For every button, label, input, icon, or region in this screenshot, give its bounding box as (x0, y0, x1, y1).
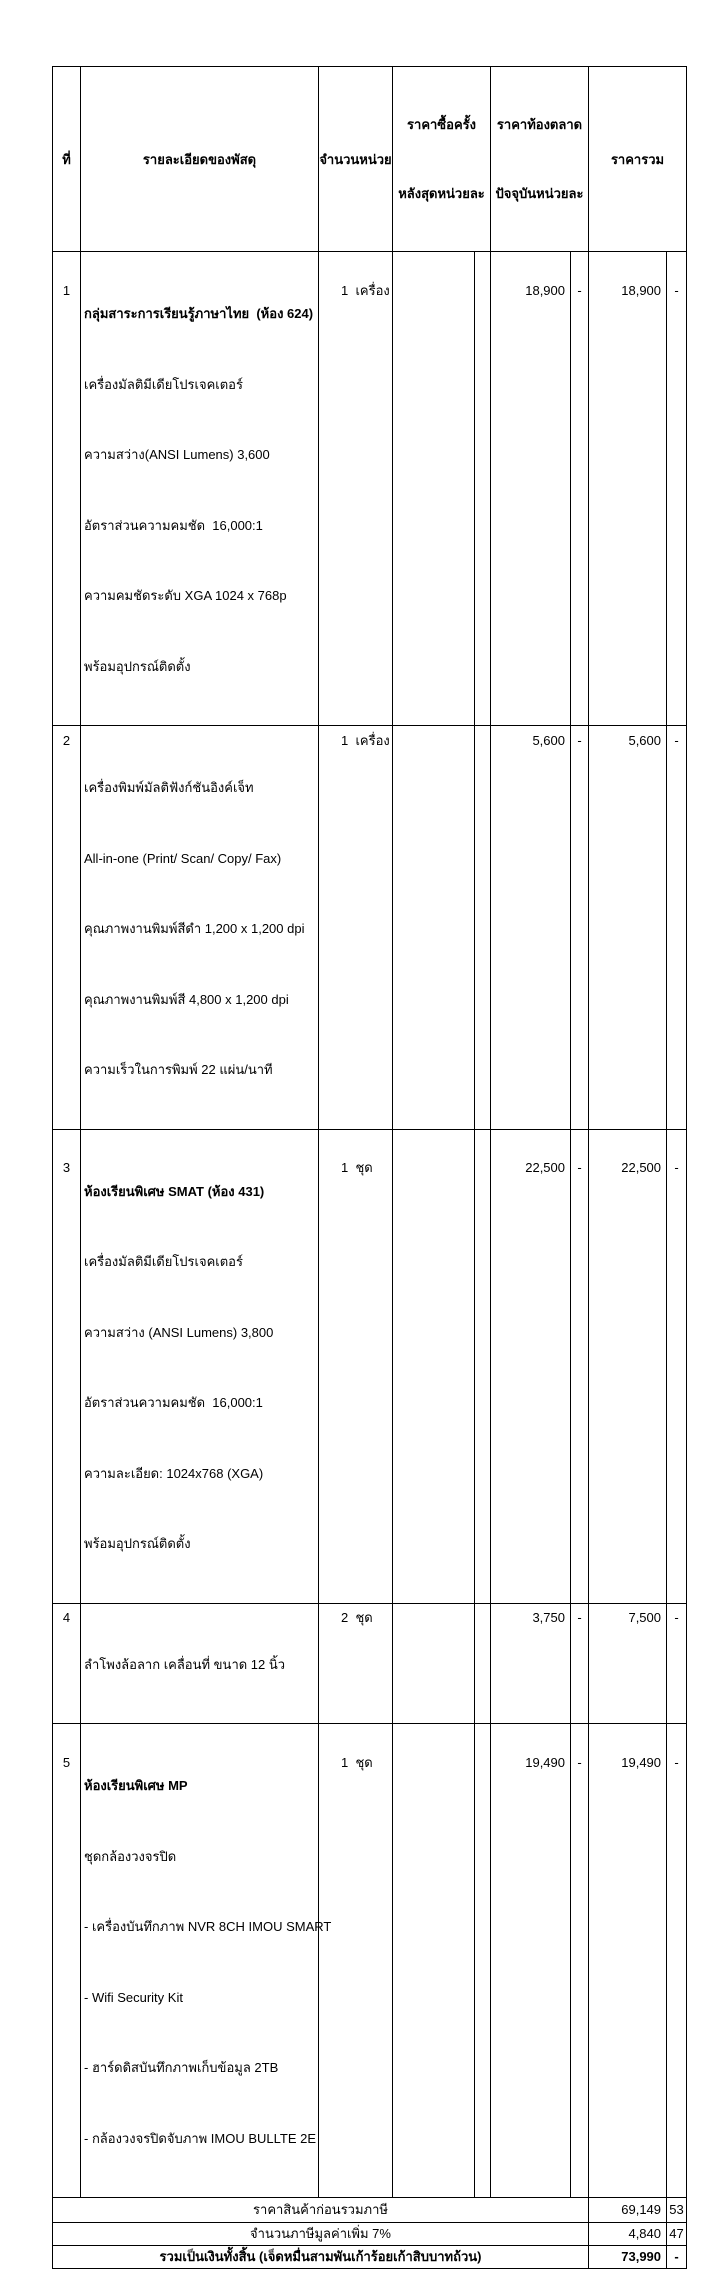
header-last-price-line1: ราคาซื้อครั้ง (407, 117, 476, 132)
item-last-price-satang (475, 1129, 491, 1603)
item-total: 5,600 (589, 726, 667, 1130)
item-market-price-satang: - (571, 1129, 589, 1603)
item-description (81, 1603, 319, 1724)
item-market-price: 18,900 (491, 252, 571, 726)
item-line: พร้อมอุปกรณ์ติดตั้ง (84, 1536, 191, 1551)
item-market-price: 19,490 (491, 1724, 571, 2198)
header-quantity: จำนวนหน่วย (319, 67, 393, 252)
header-last-price (393, 67, 491, 252)
item-line: ความเร็วในการพิมพ์ 22 แผ่น/นาที (84, 1062, 273, 1077)
item-description (81, 1724, 332, 2198)
item-last-price (393, 726, 475, 1130)
item-line: เครื่องมัลติมีเดียโปรเจคเตอร์ (84, 1254, 243, 1269)
item-no: 2 (53, 726, 81, 1130)
item-line: - กล้องวงจรปิดจับภาพ IMOU BULLTE 2E (84, 2130, 317, 2146)
header-description: รายละเอียดของพัสดุ (81, 67, 319, 252)
item-quantity: 2 ชุด (319, 1603, 393, 1724)
header-market-price-line2: ปัจจุบันหน่วยละ (495, 186, 584, 201)
item-last-price-satang (475, 726, 491, 1130)
item-last-price (393, 1724, 475, 2198)
header-total: ราคารวม (589, 67, 687, 252)
item-total: 22,500 (589, 1129, 667, 1603)
item-last-price-satang (475, 1603, 491, 1724)
item-market-price: 5,600 (491, 726, 571, 1130)
item-market-price-satang: - (571, 1603, 589, 1724)
item-line: คุณภาพงานพิมพ์สี 4,800 x 1,200 dpi (84, 991, 289, 1007)
item-total-satang: - (667, 1724, 687, 2198)
grand-total-row (53, 2246, 687, 2269)
item-line: ความละเอียด: 1024x768 (XGA) (84, 1465, 264, 1481)
item-line: - ฮาร์ดดิสบันทึกภาพเก็บข้อมูล 2TB (84, 2060, 279, 2075)
grand-total-label: รวมเป็นเงินทั้งสิ้น (เจ็ดหมื่นสามพันเก้าร้อยเก้าสิบบาทถ้วน) (53, 2246, 589, 2269)
item-line: - Wifi Security Kit (84, 1989, 183, 2005)
item-total: 18,900 (589, 252, 667, 726)
item-row (53, 1603, 687, 1724)
item-last-price-satang (475, 252, 491, 726)
header-last-price-line2: หลังสุดหน่วยละ (398, 186, 485, 201)
item-total-satang: - (667, 726, 687, 1130)
item-row (53, 252, 687, 726)
header-row (53, 67, 687, 252)
item-total: 7,500 (589, 1603, 667, 1724)
item-quantity: 1 เครื่อง (319, 252, 393, 726)
item-line: คุณภาพงานพิมพ์สีดำ 1,200 x 1,200 dpi (84, 921, 305, 936)
item-group-heading: ห้องเรียนพิเศษ MP (84, 1778, 188, 1793)
header-market-price-line1: ราคาท้องตลาด (496, 117, 583, 132)
header-no: ที่ (53, 67, 81, 252)
item-line: ลำโพงล้อลาก เคลื่อนที่ ขนาด 12 นิ้ว (84, 1656, 286, 1672)
header-market-price (491, 67, 589, 252)
procurement-table (52, 66, 687, 2269)
item-market-price: 22,500 (491, 1129, 571, 1603)
subtotal-label: ราคาสินค้าก่อนรวมภาษี (53, 2198, 589, 2223)
item-line: เครื่องพิมพ์มัลติฟังก์ชันอิงค์เจ็ท (84, 780, 254, 795)
subtotal-amount: 69,149 (589, 2198, 667, 2223)
subtotal-row (53, 2198, 687, 2223)
item-line: All-in-one (Print/ Scan/ Copy/ Fax) (84, 850, 282, 866)
grand-total-amount: 73,990 (589, 2246, 667, 2269)
item-quantity: 1 ชุด (319, 1129, 393, 1603)
item-line: อัตราส่วนความคมชัด 16,000:1 (84, 1395, 263, 1410)
item-no: 4 (53, 1603, 81, 1724)
item-no: 5 (53, 1724, 81, 2198)
vat-satang: 47 (667, 2223, 687, 2246)
item-group-heading: ห้องเรียนพิเศษ SMAT (ห้อง 431) (84, 1183, 265, 1199)
vat-label: จำนวนภาษีมูลค่าเพิ่ม 7% (53, 2223, 589, 2246)
item-last-price (393, 252, 475, 726)
item-quantity: 1 ชุด (319, 1724, 393, 2198)
item-market-price-satang: - (571, 252, 589, 726)
item-quantity: 1 เครื่อง (319, 726, 393, 1130)
subtotal-satang: 53 (667, 2198, 687, 2223)
item-line: เครื่องมัลติมีเดียโปรเจคเตอร์ (84, 376, 243, 392)
item-market-price-satang: - (571, 1724, 589, 2198)
grand-total-satang: - (667, 2246, 687, 2269)
item-line: อัตราส่วนความคมชัด 16,000:1 (84, 517, 263, 533)
item-row (53, 726, 687, 1130)
item-line: ความสว่าง(ANSI Lumens) 3,600 (84, 447, 270, 462)
item-line: ความสว่าง (ANSI Lumens) 3,800 (84, 1324, 274, 1340)
item-total-satang: - (667, 1129, 687, 1603)
item-description (81, 1129, 319, 1603)
item-no: 3 (53, 1129, 81, 1603)
item-total-satang: - (667, 1603, 687, 1724)
item-last-price (393, 1603, 475, 1724)
item-line: ความคมชัดระดับ XGA 1024 x 768p (84, 588, 287, 603)
item-line: ชุดกล้องวงจรปิด (84, 1848, 177, 1864)
item-last-price (393, 1129, 475, 1603)
item-row (53, 1724, 687, 2198)
vat-amount: 4,840 (589, 2223, 667, 2246)
item-row (53, 1129, 687, 1603)
item-line: พร้อมอุปกรณ์ติดตั้ง (84, 658, 191, 674)
item-market-price-satang: - (571, 726, 589, 1130)
item-no: 1 (53, 252, 81, 726)
item-description (81, 726, 319, 1130)
item-market-price: 3,750 (491, 1603, 571, 1724)
item-last-price-satang (475, 1724, 491, 2198)
vat-row (53, 2223, 687, 2246)
item-group-heading: กลุ่มสาระการเรียนรู้ภาษาไทย (ห้อง 624) (84, 306, 314, 321)
item-line: - เครื่องบันทึกภาพ NVR 8CH IMOU SMART (84, 1919, 332, 1934)
item-description (81, 252, 319, 726)
item-total-satang: - (667, 252, 687, 726)
item-total: 19,490 (589, 1724, 667, 2198)
